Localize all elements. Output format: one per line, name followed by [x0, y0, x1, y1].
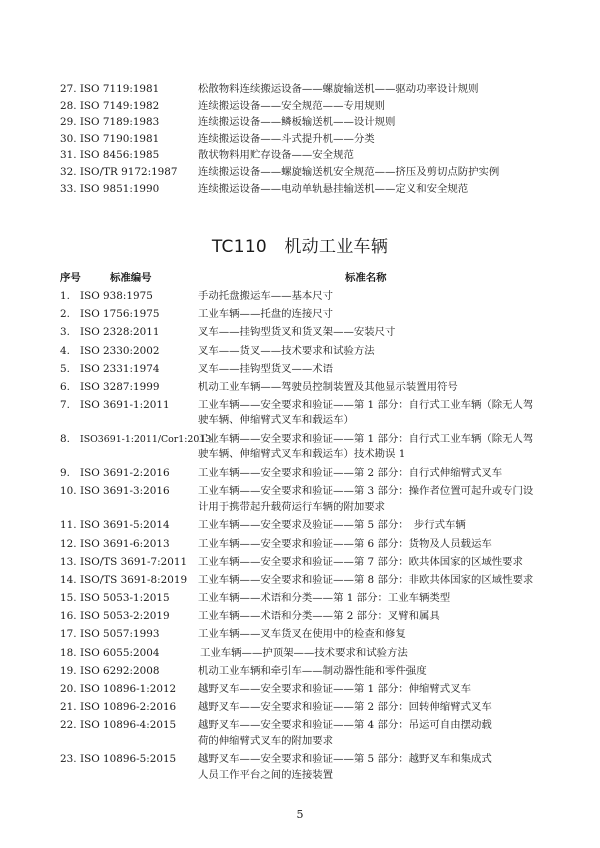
list-item — [0, 682, 600, 700]
standard-title: 越野叉车——安全要求和验证——第 2 部分：回转伸缩臂式叉车 — [198, 701, 492, 714]
standard-code: ISO 938:1975 — [80, 290, 153, 302]
item-number: 5. — [60, 362, 70, 375]
list-item — [0, 362, 600, 380]
item-number: 20. — [60, 683, 77, 695]
list-item — [0, 573, 600, 591]
standard-code: ISO 10896-4:2015 — [80, 719, 177, 732]
standard-title: 越野叉车——安全要求和验证——第 5 部分：越野叉车和集成式人员工作平台之间的连接装置 — [198, 753, 492, 781]
column-header-code: 标准编号 — [110, 272, 152, 284]
standard-code: ISO 10896-5:2015 — [80, 753, 177, 766]
list-item — [0, 82, 600, 99]
standard-code: ISO 3691-3:2016 — [80, 485, 170, 498]
standard-title: 工业车辆——安全要求和验证——第 1 部分：自行式工业车辆（除无人驾驶车辆、伸缩臂式叉车和载运车） — [198, 399, 534, 427]
standard-title: 工业车辆——安全要求和验证——第 3 部分：操作者位置可起升或专门设计用于携带起升载荷运行车辆的附加要求 — [198, 485, 534, 513]
standard-number: 30. ISO 7190:1981 — [60, 132, 160, 145]
standard-number: 27. ISO 7119:1981 — [60, 83, 160, 95]
section-title: TC110 机动工业车辆 — [211, 237, 389, 257]
standard-title: 工业车辆——安全要求及验证——第 5 部分： 步行式车辆 — [198, 519, 466, 532]
list-item — [0, 289, 600, 307]
page-number: 5 — [296, 808, 304, 821]
standard-title: 工业车辆——安全要求和验证——第 1 部分：自行式工业车辆（除无人驾驶车辆、伸缩臂式叉车和载运车）技术勘误 1 — [198, 433, 534, 461]
list-item — [0, 148, 600, 165]
standard-title: 工业车辆——护顶架——技术要求和试验方法 — [200, 646, 408, 659]
item-number: 22. — [60, 719, 77, 732]
standard-code: ISO 1756:1975 — [80, 308, 160, 321]
item-number: 23. — [60, 753, 77, 766]
item-number: 21. — [60, 701, 77, 714]
list-item — [0, 132, 600, 149]
list-item — [0, 609, 600, 627]
list-item — [0, 627, 600, 645]
standard-title: 工业车辆——安全要求和验证——第 6 部分：货物及人员载运车 — [198, 537, 492, 550]
list-item — [0, 344, 600, 362]
standard-title: 松散物料连续搬运设备——螺旋输送机——驱动功率设计规则 — [198, 83, 479, 95]
standard-title: 越野叉车——安全要求和验证——第 1 部分：伸缩臂式叉车 — [198, 683, 471, 695]
standard-code: ISO 5053-1:2015 — [80, 592, 170, 605]
standard-code: ISO 3287:1999 — [80, 380, 160, 393]
standard-code: ISO 3691-6:2013 — [80, 537, 170, 550]
standard-title: 叉车——挂钩型货叉和货叉架——安装尺寸 — [198, 326, 396, 339]
standard-code: ISO 5053-2:2019 — [80, 610, 170, 623]
standard-title: 连续搬运设备——斗式提升机——分类 — [198, 132, 375, 145]
item-number: 8. — [60, 433, 70, 446]
standard-title: 越野叉车——安全要求和验证——第 4 部分：吊运可自由摆动载荷的伸缩臂式叉车的附加要求 — [198, 719, 492, 747]
standard-code: ISO/TS 3691-7:2011 — [80, 555, 188, 568]
item-number: 12. — [60, 537, 77, 550]
item-number: 10. — [60, 485, 77, 498]
standard-title: 工业车辆——术语和分类——第 1 部分：工业车辆类型 — [198, 592, 451, 605]
list-item — [0, 484, 600, 518]
standard-title: 连续搬运设备——安全规范——专用规则 — [198, 99, 386, 112]
standard-number: 28. ISO 7149:1982 — [60, 99, 160, 112]
item-number: 9. — [60, 467, 70, 480]
standard-title: 工业车辆——安全要求和验证——第 7 部分：欧共体国家的区域性要求 — [198, 555, 523, 568]
standard-code: ISO 3691-5:2014 — [80, 519, 170, 532]
list-item — [0, 307, 600, 325]
item-number: 19. — [60, 664, 77, 677]
standard-title: 工业车辆——术语和分类——第 2 部分：叉臂和属具 — [198, 610, 440, 623]
item-number: 14. — [60, 573, 77, 586]
standard-title: 工业车辆——托盘的连接尺寸 — [198, 308, 334, 321]
item-number: 1. — [60, 290, 70, 302]
list-item — [0, 432, 600, 466]
item-number: 3. — [60, 326, 70, 339]
standard-title: 机动工业车辆和牵引车——制动器性能和零件强度 — [198, 664, 427, 677]
list-item — [0, 718, 600, 752]
item-number: 15. — [60, 592, 77, 605]
standard-title: 工业车辆——安全要求和验证——第 2 部分：自行式伸缩臂式叉车 — [198, 467, 503, 480]
list-item — [0, 398, 600, 432]
item-number: 17. — [60, 628, 77, 641]
standard-number: 33. ISO 9851:1990 — [60, 182, 160, 195]
standard-title: 工业车辆——安全要求和验证——第 8 部分：非欧共体国家的区域性要求 — [198, 573, 534, 586]
list-item — [0, 752, 600, 786]
list-item — [0, 555, 600, 573]
standard-title: 连续搬运设备——电动单轨悬挂输送机——定义和安全规范 — [198, 182, 469, 195]
standard-title: 工业车辆——叉车货叉在使用中的检查和修复 — [198, 628, 406, 641]
standard-code: ISO 6055:2004 — [80, 646, 160, 659]
item-number: 4. — [60, 344, 70, 357]
standard-title: 手动托盘搬运车——基本尺寸 — [198, 290, 334, 302]
item-number: 11. — [60, 519, 77, 532]
item-number: 7. — [60, 399, 70, 412]
standard-title: 连续搬运设备——鳞板输送机——设计规则 — [198, 116, 396, 129]
list-item — [0, 664, 600, 682]
standard-number: 29. ISO 7189:1983 — [60, 116, 160, 129]
list-item — [0, 182, 600, 199]
list-item — [0, 380, 600, 398]
list-item — [0, 646, 600, 664]
item-number: 2. — [60, 308, 70, 321]
column-header-no: 序号 — [60, 272, 81, 284]
item-number: 16. — [60, 610, 77, 623]
standard-title: 机动工业车辆——驾驶员控制装置及其他显示装置用符号 — [198, 380, 458, 393]
tc110-standards-list — [0, 289, 600, 786]
standard-code: ISO 6292:2008 — [80, 664, 160, 677]
list-item — [0, 99, 600, 116]
standard-code: ISO 2331:1974 — [80, 362, 160, 375]
prev-standards-list — [0, 82, 600, 198]
list-item — [0, 591, 600, 609]
list-item — [0, 165, 600, 182]
list-item — [0, 466, 600, 484]
standard-number: 31. ISO 8456:1985 — [60, 149, 160, 162]
standard-code: ISO 2330:2002 — [80, 344, 160, 357]
standard-code: ISO3691-1:2011/Cor1:2013 — [80, 434, 212, 446]
standard-code: ISO 10896-2:2016 — [80, 701, 177, 714]
standard-code: ISO 10896-1:2012 — [80, 683, 177, 695]
item-number: 18. — [60, 646, 77, 659]
standard-code: ISO 3691-1:2011 — [80, 399, 170, 412]
list-item — [0, 115, 600, 132]
standard-code: ISO 2328:2011 — [80, 326, 160, 339]
standard-code: ISO 5057:1993 — [80, 628, 160, 641]
list-item — [0, 518, 600, 536]
standard-number: 32. ISO/TR 9172:1987 — [60, 165, 178, 178]
list-item — [0, 700, 600, 718]
item-number: 6. — [60, 380, 70, 393]
standard-code: ISO 3691-2:2016 — [80, 467, 170, 480]
list-item — [0, 537, 600, 555]
column-header-name: 标准名称 — [345, 272, 387, 284]
standard-code: ISO/TS 3691-8:2019 — [80, 573, 188, 586]
standard-title: 散状物料用贮存设备——安全规范 — [198, 149, 354, 162]
list-item — [0, 325, 600, 343]
standard-title: 连续搬运设备——螺旋输送机安全规范——挤压及剪切点防护实例 — [198, 165, 500, 178]
standard-title: 叉车——挂钩型货叉——术语 — [198, 362, 334, 375]
standard-title: 叉车——货叉——技术要求和试验方法 — [198, 344, 375, 357]
item-number: 13. — [60, 555, 77, 568]
